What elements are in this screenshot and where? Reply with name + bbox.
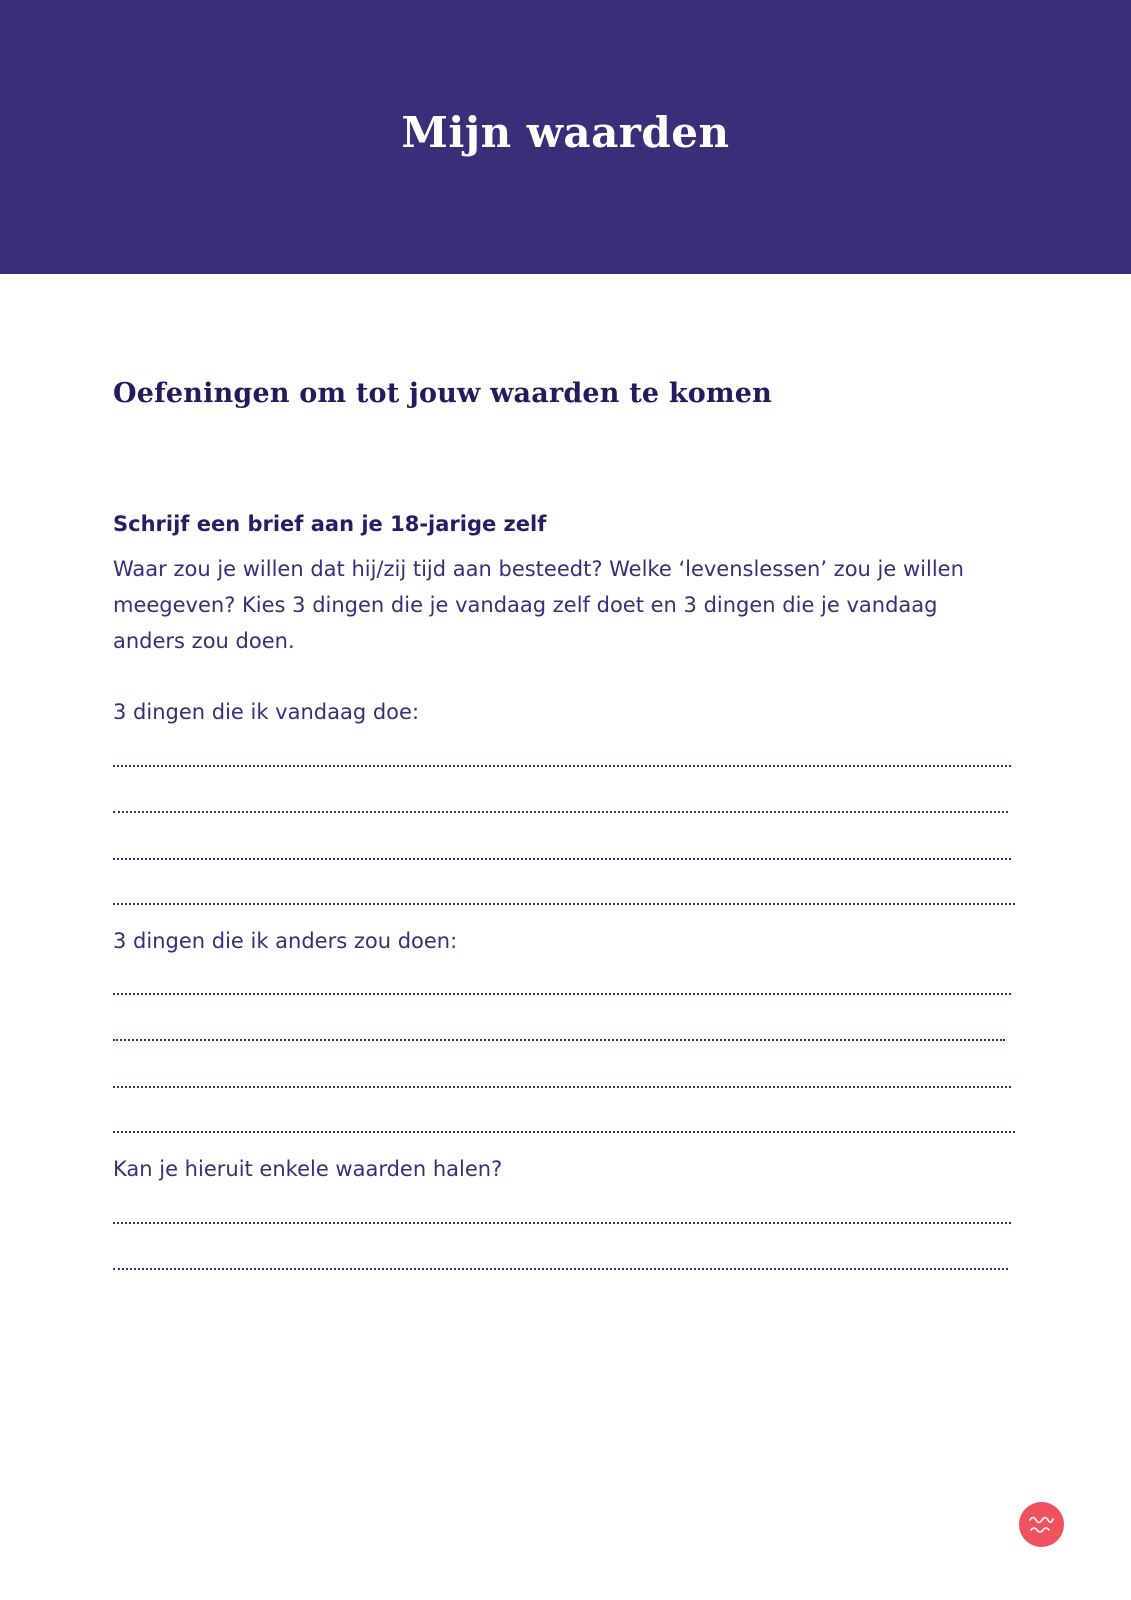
answer-line-different-4[interactable] (113, 1131, 1015, 1133)
strak-plan-logo-mark (1019, 1502, 1064, 1547)
answer-line-values-1[interactable] (113, 1222, 1011, 1224)
exercise-intro: Waar zou je willen dat hij/zij tijd aan besteedt? Welke ‘levenslessen’ zou je willen meegeven? Kies 3 dingen die je vandaag zelf doet en 3 dingen die je vandaag anders zou doen. (113, 557, 964, 653)
answer-line-today-2[interactable] (113, 811, 1008, 813)
prompt-different: 3 dingen die ik anders zou doen: (113, 929, 458, 953)
answer-line-different-3[interactable] (113, 1086, 1011, 1088)
answer-line-values-2[interactable] (113, 1268, 1008, 1270)
answer-line-today-4[interactable] (113, 903, 1015, 905)
answer-line-today-3[interactable] (113, 858, 1011, 860)
prompt-values: Kan je hieruit enkele waarden halen? (113, 1157, 503, 1181)
answer-line-different-2[interactable] (113, 1039, 1005, 1041)
section-title: Oefeningen om tot jouw waarden te komen (113, 378, 772, 409)
page-title: Mijn waarden (401, 108, 730, 157)
answer-line-today-1[interactable] (113, 765, 1011, 767)
strak-plan-logo (1019, 1502, 1064, 1547)
answer-line-different-1[interactable] (113, 993, 1011, 995)
prompt-today: 3 dingen die ik vandaag doe: (113, 700, 420, 724)
exercise-title: Schrijf een brief aan je 18-jarige zelf (113, 512, 547, 536)
